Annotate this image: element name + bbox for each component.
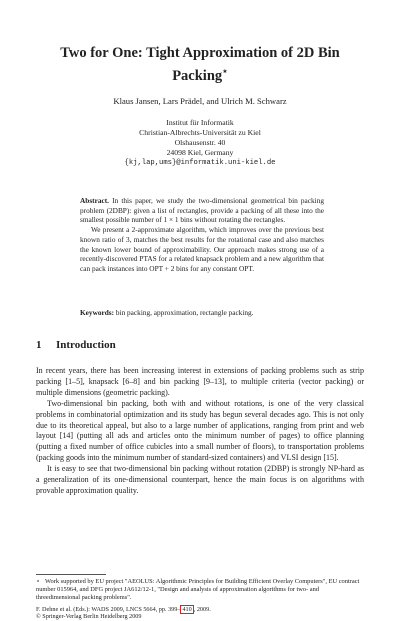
publication-info — [36, 606, 364, 621]
footnote — [36, 578, 364, 603]
body-paragraph-2: Two-dimensional bin packing, both with and without rotations, is one of the very classical problems in combinatorial optimization and its study has begun several decades ago. This is not only due to its theoretical appeal, but also to a large number of applications, ranging from print and web layout [14] (putting all ads and articles onto the minimum number of pages) to office planning (putting a fixed number of office cubicles into a small number of floors), to transportation problems (packing goods into the minimum number of standard-sized containers) and VLSI design [15]. — [36, 398, 364, 463]
title-footnote-mark: ⋆ — [222, 66, 228, 76]
affiliation-line-2: Christian-Albrechts-Universität zu Kiel — [139, 128, 261, 137]
abstract-text-1: In this paper, we study the two-dimensional geometrical bin packing problem (2DBP): given a list of rectangles, provide a packing of all these into the smallest possible number of 1 × 1 bins without rotating the rectangles. — [80, 196, 324, 225]
citation-suffix: , 2009. — [193, 606, 211, 613]
section-title: Introduction — [56, 339, 116, 351]
body-text — [36, 366, 364, 497]
affiliation-block — [60, 118, 340, 168]
keywords-line — [80, 308, 324, 317]
author-list: Klaus Jansen, Lars Prädel, and Ulrich M. Schwarz — [113, 96, 287, 106]
abstract-paragraph-2: We present a 2-approximate algorithm, which improves over the previous best known ratio of 3, matches the best results for the rotational case and also matches the known lower bound of approximability. Our approach makes strong use of a recently-discovered PTAS for a related knapsack problem and a new algorithm that can pack instances into OPT + 2 bins for any constant OPT. — [80, 225, 324, 273]
body-paragraph-1: In recent years, there has been increasing interest in extensions of packing problems such as strip packing [1–5], knapsack [6–8] and bin packing [9–13], to multiple criteria (vector packing) or multiple dimensions (geometric packing). — [36, 366, 364, 397]
affiliation-line-3: Olshausenstr. 40 — [174, 138, 226, 147]
abstract-paragraph-1 — [80, 196, 324, 225]
publication-citation — [36, 606, 364, 613]
publication-copyright: © Springer-Verlag Berlin Heidelberg 2009 — [36, 613, 142, 621]
paper-title-text: Two for One: Tight Approximation of 2D Bin Packing — [60, 45, 340, 84]
citation-prefix: F. Dehne et al. (Eds.): WADS 2009, LNCS 5664, pp. 399– — [36, 606, 181, 613]
footnote-mark: ⋆ — [36, 578, 41, 585]
citation-end-page-link[interactable]: 410 — [182, 606, 192, 613]
paper-title — [40, 44, 360, 85]
keywords-text: bin packing, approximation, rectangle packing. — [115, 308, 254, 317]
footnote-divider — [36, 574, 106, 575]
affiliation-line-1: Institut für Informatik — [166, 118, 234, 127]
affiliation-line-4: 24098 Kiel, Germany — [166, 148, 234, 157]
footnote-text: Work supported by EU project "AEOLUS: Algorithmic Principles for Building Efficient Overlay Computers", EU contract number 015964, and DFG project JA612/12-1, "Design and analysis of approximation algorithms for two- and threedimensional packing problems". — [36, 578, 360, 602]
section-heading — [36, 339, 116, 351]
author-email: {kj,lap,ums}@informatik.uni-kiel.de — [124, 159, 276, 167]
section-number: 1 — [36, 339, 42, 351]
keywords-label: Keywords: — [80, 308, 115, 317]
abstract-label: Abstract. — [80, 196, 109, 205]
body-paragraph-3: It is easy to see that two-dimensional bin packing without rotation (2DBP) is strongly NP-hard as a generalization of its one-dimensional counterpart, hence the main focus is on algorithms with provable approximation quality. — [36, 464, 364, 495]
abstract-block — [80, 196, 324, 274]
